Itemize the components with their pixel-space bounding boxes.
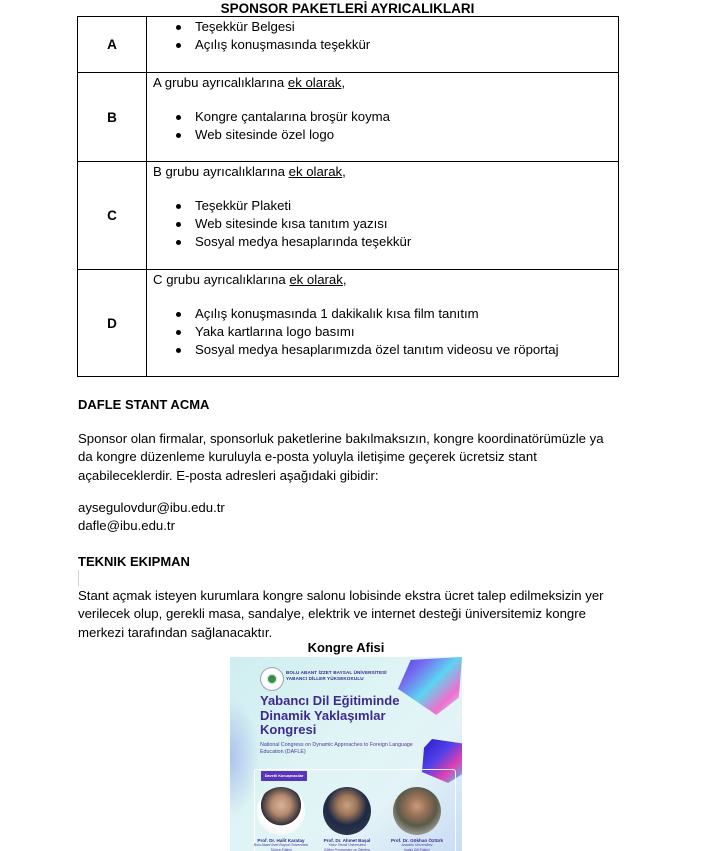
- email-link[interactable]: aysegulovdur@ibu.edu.tr: [78, 500, 225, 515]
- perks-cell: [147, 162, 619, 270]
- table-row-d: [78, 270, 619, 377]
- speaker-name: Prof. Dr. Halit Karatay: [257, 838, 305, 843]
- perk-item: Yaka kartlarına logo basımı: [173, 323, 618, 341]
- email-link[interactable]: dafle@ibu.edu.tr: [78, 518, 175, 533]
- perk-item: Açılış konuşmasında 1 dakikalık kısa film tanıtım: [173, 305, 618, 323]
- congress-poster-image: [230, 657, 462, 851]
- intro-underlined: ek olarak: [289, 272, 343, 287]
- intro-suffix: ,: [342, 272, 347, 287]
- stand-heading: DAFLE STANT ACMA: [78, 397, 210, 412]
- poster-title: Yabancı Dil Eğitiminde Dinamik Yaklaşımlar Kongresi: [260, 693, 400, 737]
- perk-list: [153, 108, 618, 144]
- university-line: BOLU ABANT İZZET BAYSAL ÜNİVERSİTESİ: [286, 670, 387, 675]
- university-seal-icon: [260, 667, 284, 691]
- intro-text: B grubu ayrıcalıklarına: [153, 164, 289, 179]
- speaker-department: Eğitim Programları ve Öğretim: [324, 848, 370, 851]
- intro-suffix: ,: [342, 164, 346, 179]
- tier-label: C: [78, 162, 147, 270]
- school-line: YABANCI DİLLER YÜKSEKOKULU: [286, 676, 364, 681]
- sponsor-packages-title: SPONSOR PAKETLERİ AYRICALIKLARI: [220, 1, 475, 16]
- perk-item: Sosyal medya hesaplarımızda özel tanıtım videosu ve röportaj: [173, 341, 618, 359]
- perks-intro: [153, 73, 618, 92]
- equipment-heading: TEKNIK EKIPMAN: [78, 554, 190, 569]
- perks-intro: [153, 162, 618, 181]
- tier-label: D: [78, 270, 147, 377]
- perks-cell: [147, 17, 619, 73]
- perk-item: Web sitesinde özel logo: [173, 126, 618, 144]
- perk-item: Web sitesinde kısa tanıtım yazısı: [173, 215, 618, 233]
- perk-list: [153, 197, 618, 251]
- speaker-affiliation: Yıldız Teknik Üniversitesi: [328, 843, 366, 847]
- table-row-b: [78, 73, 619, 162]
- speaker-department: Türkçe Eğitimi: [270, 848, 292, 851]
- perk-item: Açılış konuşmasında teşekkür: [173, 36, 618, 54]
- sponsor-packages-table: [77, 16, 619, 377]
- perk-item: Kongre çantalarına broşür koyma: [173, 108, 618, 126]
- text-cursor: [78, 570, 79, 586]
- table-row-c: [78, 162, 619, 270]
- speaker-affiliation: Bolu Abant İzzet Baysal Üniversitesi: [253, 843, 309, 847]
- perk-item: Teşekkür Plaketi: [173, 197, 618, 215]
- perks-cell: [147, 73, 619, 162]
- speaker-name: Prof. Dr. Ahmet Başal: [323, 838, 371, 843]
- tier-label: A: [78, 17, 147, 73]
- table-row-a: [78, 17, 619, 73]
- intro-suffix: ,: [341, 75, 346, 90]
- poster-caption: Kongre Afisi: [307, 640, 385, 655]
- speaker-card: [380, 787, 454, 851]
- perk-item: Teşekkür Belgesi: [173, 18, 618, 36]
- speaker-photo: [257, 787, 305, 835]
- speaker-name: Prof. Dr. Gökhan Öztürk: [390, 838, 444, 843]
- perks-cell: [147, 270, 619, 377]
- perks-intro: [153, 270, 618, 289]
- tier-label: B: [78, 73, 147, 162]
- poster-subtitle: National Congress on Dynamic Approaches to Foreign Language Education (DAFLE): [260, 742, 413, 755]
- invited-speakers-badge: Davetli Konuşmacılar: [261, 771, 307, 781]
- perk-list: [153, 305, 618, 359]
- perk-item: Sosyal medya hesaplarında teşekkür: [173, 233, 618, 251]
- speaker-card: [310, 787, 384, 851]
- speaker-affiliation: Anadolu Üniversitesi: [401, 843, 433, 847]
- intro-text: C grubu ayrıcalıklarına: [153, 272, 290, 287]
- perk-list: [153, 18, 618, 54]
- speaker-department: İngiliz Dili Eğitimi: [404, 848, 430, 851]
- stand-paragraph: Sponsor olan firmalar, sponsorluk paketlerine bakılmaksızın, kongre koordinatörümüzle ya da kongre düzenleme kuruluyla e-posta yoluyla iletişime geçerek ücretsiz stant açabileceklerdir. E-posta adresleri aşağıdaki gibidir:: [78, 431, 604, 483]
- speaker-photo: [323, 787, 371, 835]
- speaker-photo: [393, 787, 441, 835]
- intro-underlined: ek olarak: [288, 164, 343, 179]
- intro-text: A grubu ayrıcalıklarına: [153, 75, 288, 90]
- speaker-card: [244, 787, 318, 851]
- equipment-paragraph: Stant açmak isteyen kurumlara kongre salonu lobisinde ekstra ücret talep edilmeksizin yer verilecek olup, gerekli masa, sandalye, elektrik ve internet desteği üniversitemiz kongre merkezi tarafından sağlanacaktır.: [78, 588, 604, 640]
- intro-underlined: ek olarak: [287, 75, 342, 90]
- university-name: [286, 670, 387, 682]
